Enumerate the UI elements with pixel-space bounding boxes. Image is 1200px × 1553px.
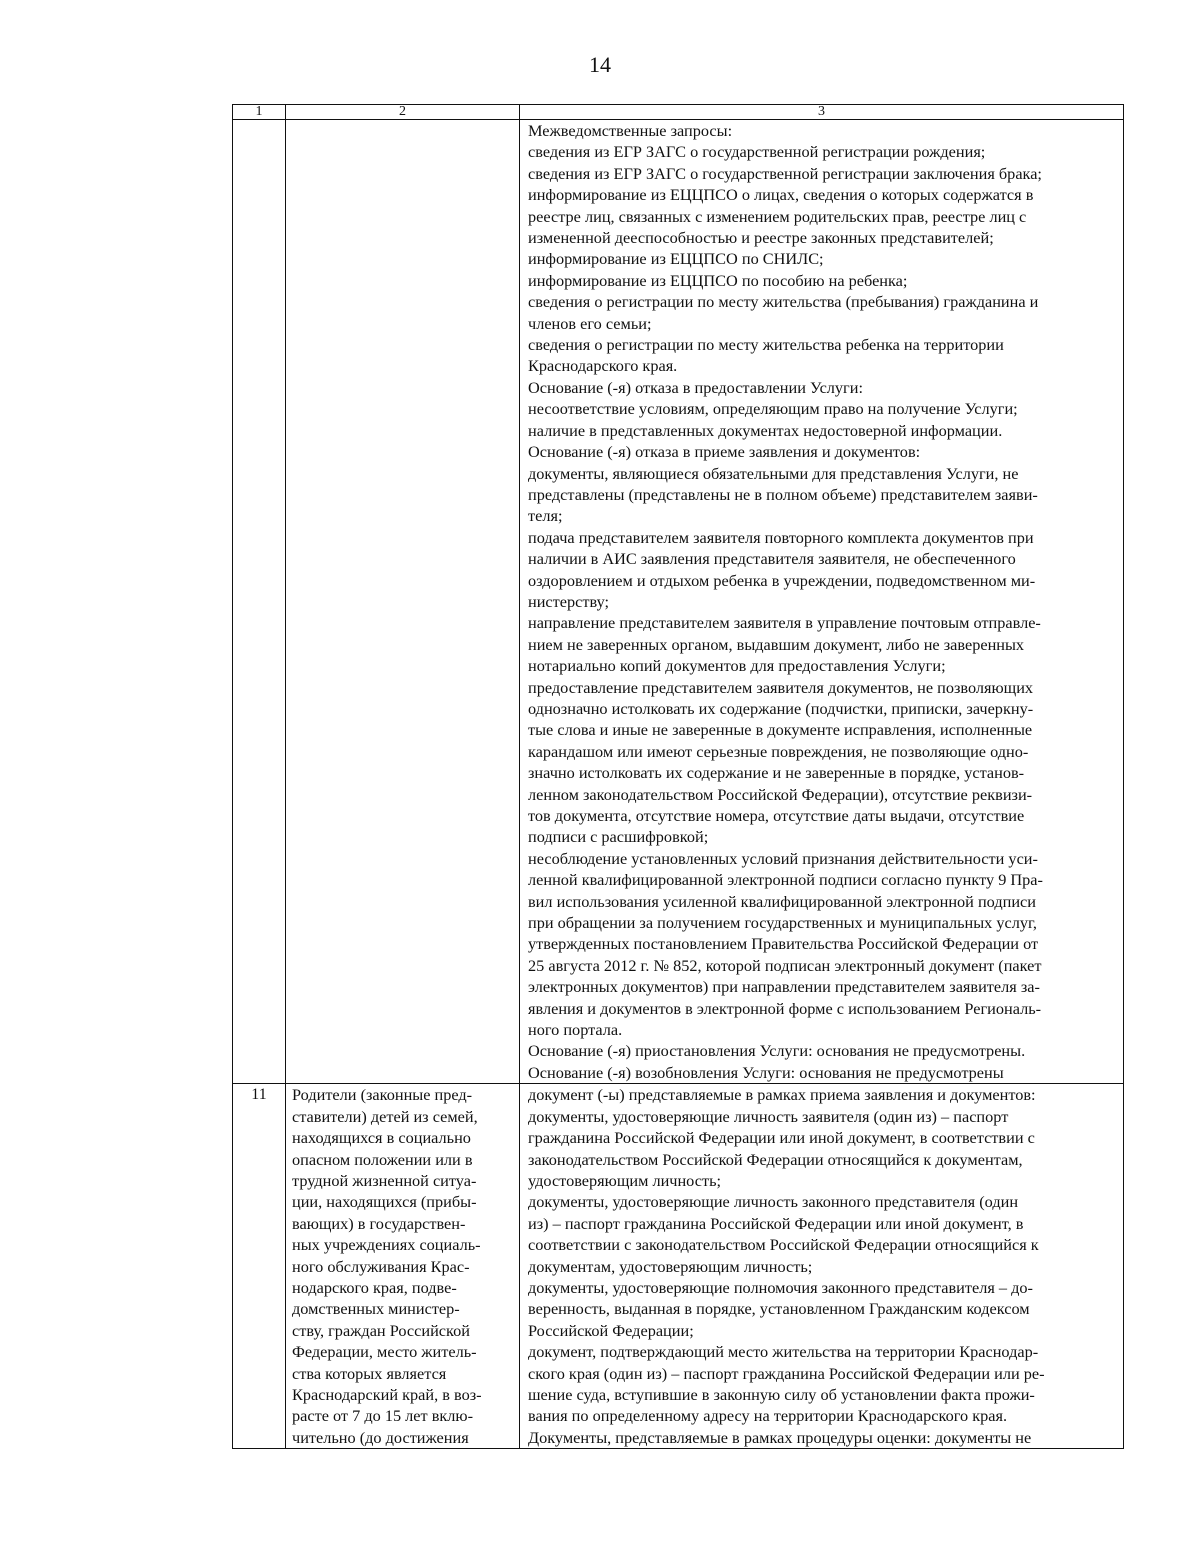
text-line: документ, подтверждающий место жительства на территории Краснодар-: [528, 1342, 1039, 1362]
table-header-row: [233, 105, 1124, 120]
documents-text: [520, 120, 1123, 1083]
text-line: ленном законодательством Российской Федерации), отсутствие реквизи-: [528, 784, 1033, 804]
text-line: направление представителем заявителя в управление почтовым отправле-: [528, 613, 1041, 633]
text-line: ленной квалифицированной электронной подписи согласно пункту 9 Пра-: [528, 870, 1043, 890]
text-line: из) – паспорт гражданина Российской Федерации или иной документ, в: [528, 1213, 1024, 1233]
text-line: трудной жизненной ситуа-: [292, 1170, 477, 1190]
text-line: электронных документов) при направлении представителем заявителя за-: [528, 977, 1040, 997]
text-line: нистерству;: [528, 591, 610, 611]
text-line: теля;: [528, 506, 563, 526]
page-number: 14: [589, 52, 611, 77]
text-line: информирование из ЕЦЦПСО по пособию на ребенка;: [528, 270, 908, 290]
text-line: несоблюдение установленных условий признания действительности уси-: [528, 848, 1038, 868]
text-line: вания по определенному адресу на территории Краснодарского края.: [528, 1406, 1008, 1426]
text-line: информирование из ЕЦЦПСО по СНИЛС;: [528, 249, 824, 269]
text-line: Российской Федерации;: [528, 1320, 694, 1340]
text-line: ставители) детей из семей,: [292, 1106, 478, 1126]
text-line: документам, удостоверяющим личность;: [528, 1256, 813, 1276]
text-line: ного портала.: [528, 1020, 623, 1040]
table-row-continuation: [233, 120, 1124, 1084]
documents-cell: [520, 120, 1124, 1084]
text-line: домственных министер-: [292, 1299, 460, 1319]
text-line: веренность, выданная в порядке, установленном Гражданским кодексом: [528, 1299, 1030, 1319]
applicant-category-cell: [286, 1084, 520, 1449]
text-line: измененной дееспособностью и реестре законных представителей;: [528, 228, 994, 248]
text-line: Основание (-я) приостановления Услуги: основания не предусмотрены.: [528, 1041, 1026, 1061]
text-line: членов его семьи;: [528, 313, 652, 333]
text-line: документ (-ы) представляемые в рамках приема заявления и документов:: [528, 1085, 1036, 1105]
text-line: опасном положении или в: [292, 1149, 473, 1169]
text-line: явления и документов в электронной форме с использованием Региональ-: [528, 998, 1042, 1018]
text-line: расте от 7 до 15 лет вклю-: [292, 1406, 474, 1426]
text-line: находящихся в социально: [292, 1128, 471, 1148]
text-line: Межведомственные запросы:: [528, 121, 733, 140]
text-line: тые слова и иные не заверенные в документе исправления, исполненные: [528, 720, 1033, 740]
text-line: Основание (-я) отказа в предоставлении Услуги:: [528, 377, 863, 397]
text-line: Федерации, место житель-: [292, 1342, 477, 1362]
text-line: карандашом или имеют серьезные повреждения, не позволяющие одно-: [528, 741, 1029, 761]
text-line: оздоровлением и отдыхом ребенка в учреждении, подведомственном ми-: [528, 570, 1036, 590]
text-line: информирование из ЕЦЦПСО о лицах, сведения о которых содержатся в: [528, 185, 1034, 205]
text-line: сведения из ЕГР ЗАГС о государственной регистрации заключения брака;: [528, 163, 1042, 183]
text-line: гражданина Российской Федерации или иной документ, в соответствии с: [528, 1128, 1035, 1148]
text-line: несоответствие условиям, определяющим право на получение Услуги;: [528, 399, 1018, 419]
text-line: ных учреждениях социаль-: [292, 1235, 481, 1255]
text-line: ции, находящихся (прибы-: [292, 1192, 477, 1212]
table-row-11: [233, 1084, 1124, 1449]
text-line: вающих) в государствен-: [292, 1213, 466, 1233]
text-line: ству, граждан Российской: [292, 1320, 470, 1340]
text-line: документы, удостоверяющие личность законного представителя (один: [528, 1192, 1019, 1212]
text-line: документы, удостоверяющие личность заявителя (один из) – паспорт: [528, 1106, 1009, 1126]
text-line: нотариально копий документов для предоставления Услуги;: [528, 656, 946, 676]
text-line: шение суда, вступившие в законную силу об установлении факта прожи-: [528, 1384, 1035, 1404]
text-line: чительно (до достижения: [292, 1427, 469, 1447]
header-col-1: 1: [233, 105, 286, 120]
text-line: при обращении за получением государственных и муниципальных услуг,: [528, 913, 1037, 933]
text-line: тов документа, отсутствие номера, отсутствие даты выдачи, отсутствие: [528, 806, 1025, 825]
text-line: законодательством Российской Федерации относящийся к документам,: [528, 1149, 1023, 1169]
text-line: удостоверяющим личность;: [528, 1170, 722, 1190]
text-line: нием не заверенных органом, выдавшим документ, либо не заверенных: [528, 634, 1025, 654]
documents-text: [520, 1084, 1123, 1448]
text-line: сведения о регистрации по месту жительства (пребывания) гражданина и: [528, 292, 1039, 312]
text-line: документы, являющиеся обязательными для представления Услуги, не: [528, 463, 1019, 483]
header-col-2: 2: [286, 105, 520, 120]
text-line: Краснодарский край, в воз-: [292, 1384, 482, 1404]
text-line: представлены (представлены не в полном объеме) представителем заяви-: [528, 484, 1038, 504]
documents-cell: [520, 1084, 1124, 1449]
text-line: сведения о регистрации по месту жительства ребенка на территории: [528, 335, 1004, 355]
text-line: документы, удостоверяющие полномочия законного представителя – до-: [528, 1277, 1033, 1297]
header-col-3: 3: [520, 105, 1124, 120]
text-line: наличии в АИС заявления представителя заявителя, не обеспеченного: [528, 549, 1016, 569]
row-number-cell: 11: [233, 1084, 286, 1449]
row-number-cell: [233, 120, 286, 1084]
text-line: ского края (один из) – паспорт гражданина Российской Федерации или ре-: [528, 1363, 1045, 1383]
services-table: [232, 104, 1124, 1449]
text-line: Краснодарского края.: [528, 356, 678, 376]
text-line: 25 августа 2012 г. № 852, которой подписан электронный документ (пакет: [528, 955, 1042, 975]
text-line: утвержденных постановлением Правительства Российской Федерации от: [528, 934, 1039, 954]
text-line: подача представителем заявителя повторного комплекта документов при: [528, 527, 1034, 547]
text-line: ства которых является: [292, 1363, 447, 1383]
text-line: значно истолковать их содержание и не заверенные в порядке, установ-: [528, 763, 1025, 783]
text-line: предоставление представителем заявителя документов, не позволяющих: [528, 677, 1034, 697]
text-line: ного обслуживания Крас-: [292, 1256, 470, 1276]
text-line: реестре лиц, связанных с изменением родительских прав, реестре лиц с: [528, 206, 1027, 226]
text-line: подписи с расшифровкой;: [528, 827, 709, 847]
applicant-category-text: [286, 1084, 519, 1448]
applicant-category-cell: [286, 120, 520, 1084]
text-line: сведения из ЕГР ЗАГС о государственной регистрации рождения;: [528, 142, 986, 162]
text-line: Основание (-я) возобновления Услуги: основания не предусмотрены: [528, 1062, 1004, 1082]
text-line: Основание (-я) отказа в приеме заявления и документов:: [528, 442, 921, 462]
text-line: однозначно истолковать их содержание (подчистки, приписки, зачеркну-: [528, 698, 1034, 718]
text-line: Родители (законные пред-: [292, 1085, 473, 1105]
text-line: нодарского края, подве-: [292, 1277, 457, 1297]
text-line: наличие в представленных документах недостоверной информации.: [528, 420, 1003, 440]
text-line: соответствии с законодательством Российской Федерации относящийся к: [528, 1235, 1039, 1255]
text-line: вил использования усиленной квалифицированной электронной подписи: [528, 891, 1036, 911]
text-line: Документы, представляемые в рамках процедуры оценки: документы не: [528, 1427, 1032, 1447]
